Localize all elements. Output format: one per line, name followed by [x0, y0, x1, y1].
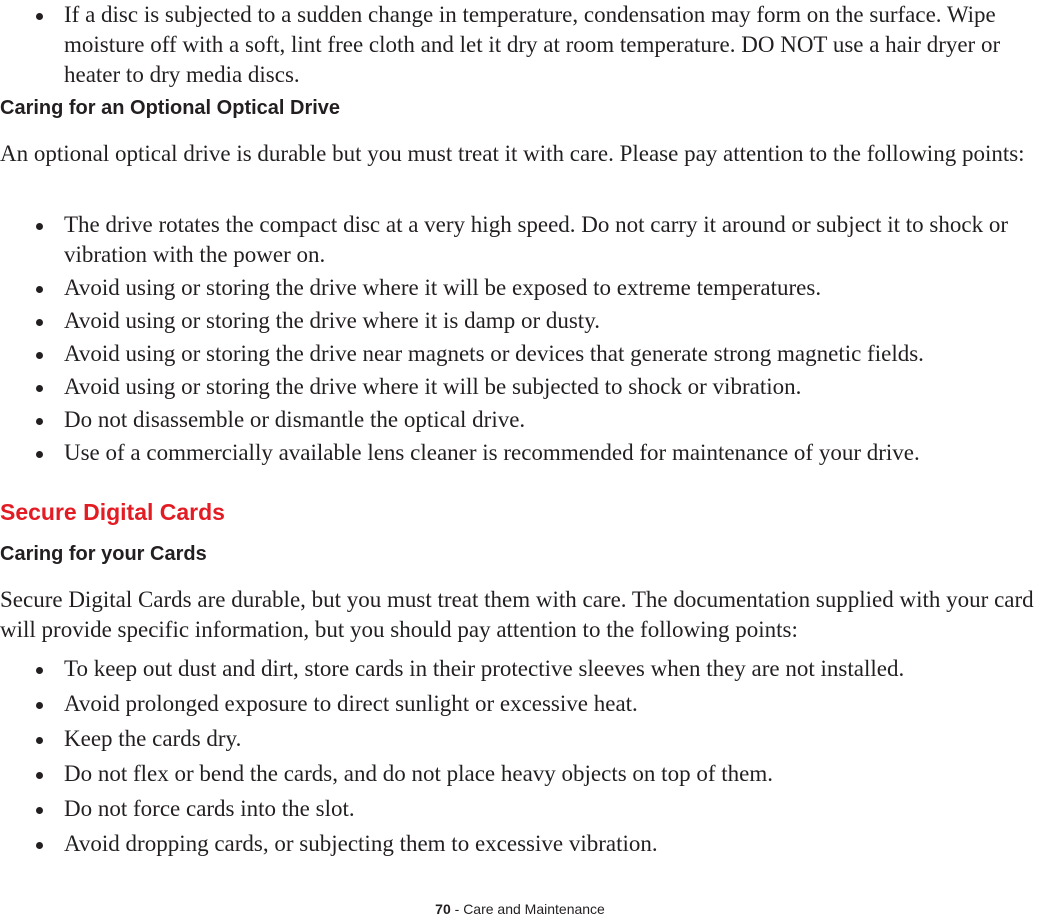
paragraph: An optional optical drive is durable but you must treat it with care. Please pay attention to the following points:	[0, 141, 1025, 166]
bullet-icon	[36, 418, 43, 425]
optical-drive-intro-block	[0, 139, 1040, 169]
sd-bullets	[0, 654, 1040, 859]
carryover-bullet-list	[0, 0, 1040, 90]
list-item	[0, 372, 1040, 402]
list-item	[0, 654, 1040, 684]
optical-drive-heading-block	[0, 96, 1040, 120]
bullet-text: Avoid using or storing the drive where it is damp or dusty.	[64, 308, 600, 333]
bullet-icon	[36, 842, 43, 849]
subsection-heading: Caring for your Cards	[0, 543, 207, 565]
bullet-icon	[36, 385, 43, 392]
paragraph: Secure Digital Cards are durable, but you must treat them with care. The documentation supplied with your card will provide specific information, but you should pay attention to the following points:	[0, 587, 1034, 642]
bullet-text: Use of a commercially available lens cleaner is recommended for maintenance of your drive.	[64, 440, 920, 465]
bullet-icon	[36, 667, 43, 674]
sd-heading-block	[0, 542, 1040, 566]
bullet-text: Avoid prolonged exposure to direct sunlight or excessive heat.	[64, 691, 638, 716]
sd-title-block	[0, 498, 1040, 526]
bullet-icon	[36, 702, 43, 709]
bullet-icon	[36, 352, 43, 359]
section-title: Secure Digital Cards	[0, 499, 225, 525]
bullet-text: Avoid dropping cards, or subjecting them to excessive vibration.	[64, 831, 658, 856]
list-item	[0, 306, 1040, 336]
list-item	[0, 405, 1040, 435]
bullet-icon	[36, 286, 43, 293]
bullet-text: To keep out dust and dirt, store cards in their protective sleeves when they are not installed.	[64, 656, 905, 681]
list-item	[0, 794, 1040, 824]
bullet-text: The drive rotates the compact disc at a very high speed. Do not carry it around or subject it to shock or vibration with the power on.	[64, 212, 1008, 267]
page-footer	[0, 901, 1040, 917]
bullet-text: Keep the cards dry.	[64, 726, 242, 751]
subsection-heading: Caring for an Optional Optical Drive	[0, 97, 341, 119]
bullet-text: If a disc is subjected to a sudden change in temperature, condensation may form on the surface. Wipe moisture off with a soft, lint free cloth and let it dry at room temperature. DO NOT use a hair dryer or heater to dry media discs.	[64, 2, 1001, 87]
list-item	[0, 273, 1040, 303]
bullet-text: Avoid using or storing the drive where it will be subjected to shock or vibration.	[64, 374, 802, 399]
list-item	[0, 0, 1040, 90]
bullet-icon	[36, 13, 43, 20]
bullet-icon	[36, 223, 43, 230]
bullet-icon	[36, 807, 43, 814]
footer-section-name: Care and Maintenance	[463, 901, 605, 917]
optical-drive-bullets	[0, 210, 1040, 468]
bullet-text: Do not disassemble or dismantle the optical drive.	[64, 407, 526, 432]
list-item	[0, 829, 1040, 859]
list-item	[0, 438, 1040, 468]
bullet-icon	[36, 319, 43, 326]
bullet-text: Avoid using or storing the drive where it will be exposed to extreme temperatures.	[64, 275, 822, 300]
list-item	[0, 689, 1040, 719]
bullet-text: Avoid using or storing the drive near magnets or devices that generate strong magnetic fields.	[64, 341, 924, 366]
footer-separator: -	[450, 901, 464, 917]
bullet-icon	[36, 737, 43, 744]
list-item	[0, 759, 1040, 789]
bullet-icon	[36, 772, 43, 779]
list-item	[0, 339, 1040, 369]
list-item	[0, 210, 1040, 270]
bullet-icon	[36, 451, 43, 458]
list-item	[0, 724, 1040, 754]
bullet-text: Do not force cards into the slot.	[64, 796, 355, 821]
sd-intro-block	[0, 585, 1040, 645]
page-number: 70	[435, 901, 451, 917]
bullet-text: Do not flex or bend the cards, and do not place heavy objects on top of them.	[64, 761, 773, 786]
